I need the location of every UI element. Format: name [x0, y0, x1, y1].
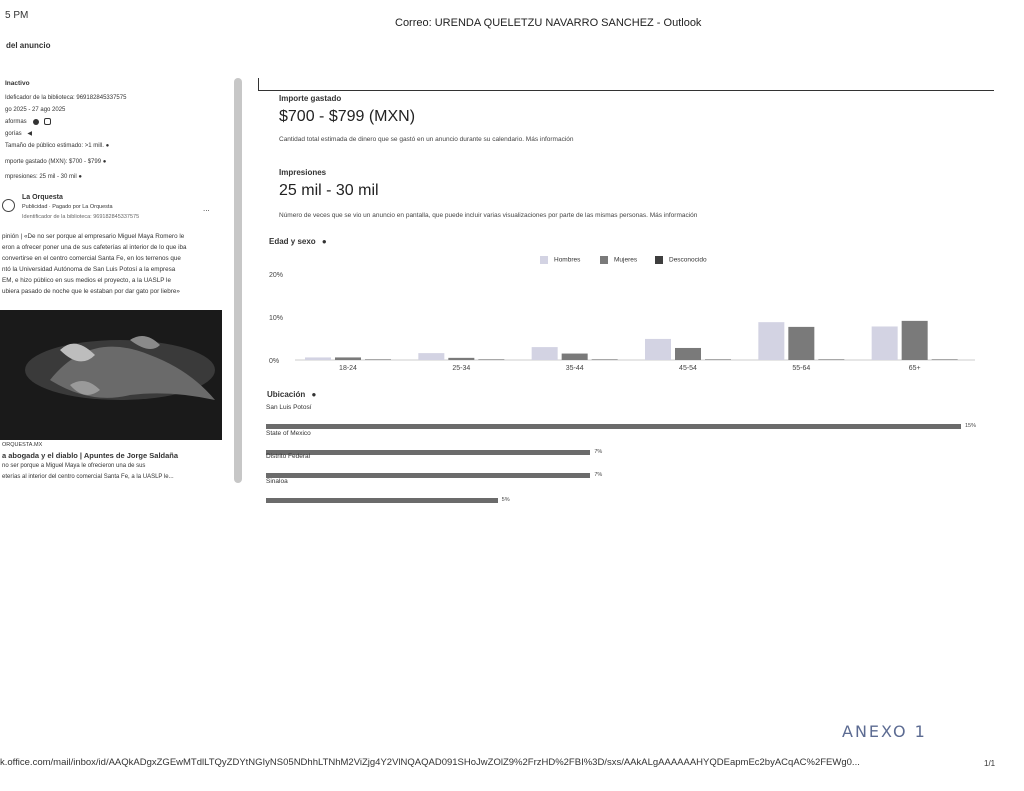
bar-mujeres-25-34 [448, 358, 474, 360]
impressions-value: 25 mil - 30 mil [279, 182, 379, 199]
page-name[interactable]: La Orquesta [22, 194, 63, 201]
megaphone-icon: ◀ [27, 131, 32, 137]
info-icon: ● [102, 159, 107, 165]
sponsored-line: Publicidad · Pagado por La Orquesta [22, 204, 113, 210]
page-avatar[interactable] [2, 199, 15, 212]
post-body-line: EM, e hizo público en sus medios el proyecto, a la UASLP le [2, 277, 171, 284]
info-icon: ● [78, 174, 82, 180]
status-label: Inactivo [5, 80, 30, 87]
location-label [267, 390, 316, 399]
y-tick-label: 10% [269, 315, 284, 322]
bar-hombres-25-34 [418, 353, 444, 360]
link-snippet: eterías al interior del centro comercial Santa Fe, a la UASLP le... [2, 474, 174, 480]
x-tick-label: 65+ [908, 365, 921, 372]
location-bar [266, 450, 590, 455]
categories-label: gorías [5, 131, 22, 137]
location-percent: 5% [501, 497, 510, 503]
bar-mujeres-65+ [902, 321, 928, 360]
location-name: Distrito Federal [266, 453, 311, 460]
age-sex-title: Edad y sexo [269, 237, 316, 246]
impressions-text: mpresiones: 25 mil - 30 mil [5, 174, 77, 180]
location-bar [266, 424, 961, 429]
platforms-row [5, 118, 51, 125]
spend-value: $700 - $799 (MXN) [279, 108, 416, 125]
spend-text: mporte gastado (MXN): $700 - $799 [5, 159, 102, 165]
audience-size [5, 143, 109, 149]
y-tick-label: 0% [269, 358, 280, 365]
spend-label: Importe gastado [279, 94, 342, 103]
bar-hombres-35-44 [532, 347, 558, 360]
post-body-line: ubiera pasado de noche que le estaban por dar gato por liebre» [2, 288, 180, 295]
age-sex-label [269, 237, 327, 246]
page-number: 1/1 [984, 759, 996, 768]
x-tick-label: 55-64 [792, 365, 811, 372]
y-tick-label: 20% [269, 272, 284, 279]
x-tick-label: 18-24 [339, 365, 357, 372]
bar-hombres-55-64 [758, 322, 784, 360]
panel-frame [258, 78, 994, 91]
legend-label: Mujeres [614, 256, 638, 264]
location-bar [266, 473, 590, 478]
post-image[interactable] [0, 310, 222, 440]
spend-description: Cantidad total estimada de dinero que se gastó en un anuncio durante su calendario. Más información [279, 136, 574, 143]
location-name: San Luis Potosí [266, 404, 312, 411]
page-url: k.office.com/mail/inbox/id/AAQkADgxZGEwMTdlLTQyZDYtNGIyNS05NDhhLTNhM2ViZjg4Y2VlNQAQAD091SHoJwZOlZ9%2FrzHD%2FBI%3D/sxs/AAkALgAAAAAAHYQDEapmEc2byACqAC%2FEWg0... [0, 757, 860, 768]
bar-mujeres-18-24 [335, 357, 361, 360]
categories-row [5, 130, 32, 137]
clock-time: 5 PM [5, 10, 29, 21]
info-icon: ● [311, 390, 317, 399]
impressions-description: Número de veces que se vio un anuncio en pantalla, que puede incluir varias visualizaciones por parte de las mismas personas. Más información [279, 212, 698, 219]
bar-mujeres-45-54 [675, 348, 701, 360]
section-title: del anuncio [6, 41, 51, 50]
bar-mujeres-55-64 [788, 327, 814, 360]
more-options-icon[interactable]: ... [203, 204, 210, 213]
bar-hombres-18-24 [305, 357, 331, 360]
location-percent: 7% [594, 449, 603, 455]
x-tick-label: 35-44 [565, 365, 584, 372]
page-title: Correo: URENDA QUELETZU NAVARRO SANCHEZ - Outlook [395, 17, 702, 29]
bar-hombres-45-54 [645, 339, 671, 360]
handwritten-annotation: ANEXO 1 [842, 722, 927, 741]
location-title: Ubicación [267, 390, 306, 399]
library-id: Ideficador de la biblioteca: 969182845337575 [5, 95, 127, 101]
facebook-icon [33, 119, 39, 125]
link-source: ORQUESTA.MX [2, 442, 43, 448]
instagram-icon [44, 118, 51, 125]
location-name: State of Mexico [266, 430, 311, 437]
post-library-id: Identificador de la biblioteca: 969182845337575 [22, 214, 140, 220]
bar-mujeres-35-44 [562, 354, 588, 360]
impressions-summary [5, 174, 82, 180]
impressions-label: Impresiones [279, 168, 327, 177]
bar-hombres-65+ [872, 326, 898, 360]
location-percent: 7% [594, 472, 603, 478]
post-body-line: eron a ofrecer poner una de sus cafeterías al interior de lo que iba [2, 244, 187, 251]
age-sex-chart [265, 262, 995, 380]
legend-label: Hombres [554, 256, 581, 264]
post-body-line: ntó la Universidad Autónoma de San Luis Potosí a la empresa [2, 266, 176, 273]
info-icon: ● [321, 237, 327, 246]
info-icon: ● [105, 143, 110, 149]
x-tick-label: 25-34 [452, 365, 471, 372]
platforms-label: aformas [5, 119, 27, 126]
post-body-line: pinión | «De no ser porque al empresario Miguel Maya Romero le [2, 233, 185, 240]
scrollbar[interactable] [234, 78, 242, 483]
date-range: go 2025 - 27 ago 2025 [5, 107, 66, 113]
spend-summary [5, 159, 106, 165]
legend-label: Desconocido [669, 256, 707, 264]
location-percent: 15% [965, 423, 977, 429]
x-tick-label: 45-54 [679, 365, 697, 372]
post-body-line: convertirse en el centro comercial Santa Fe, en los terrenos que [2, 255, 181, 262]
link-snippet: no ser porque a Miguel Maya le ofrecieron una de sus [2, 463, 146, 469]
location-name: Sinaloa [266, 478, 288, 485]
audience-text: Tamaño de público estimado: >1 mill. [5, 143, 104, 149]
location-bar [266, 498, 498, 503]
link-headline[interactable]: a abogada y el diablo | Apuntes de Jorge Saldaña [2, 451, 179, 460]
